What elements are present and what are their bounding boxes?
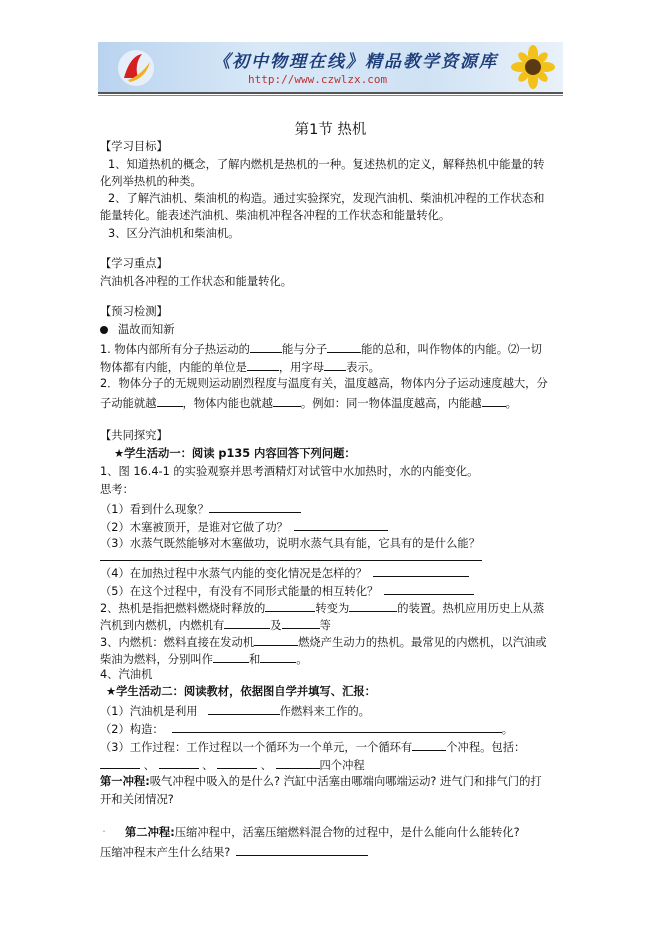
- focus-line: 汽油机各冲程的工作状态和能量转化。: [100, 275, 293, 288]
- preview-bullet: 温故而知新: [100, 323, 175, 337]
- goal-line: 1、知道热机的概念，了解内燃机是热机的一种。复述热机的定义，解释热机中能量的转: [108, 158, 545, 171]
- gas-item-1: （1）汽油机是利用 作燃料来工作的。: [100, 705, 370, 718]
- preview-question-1-cont: 物体都有内能，内能的单位是 ，用字母 表示。: [100, 361, 380, 374]
- sub-question-1: （1）看到什么现象？: [100, 501, 301, 517]
- sunflower-icon: [499, 44, 559, 90]
- activity-1-heading: ★学生活动一：阅读 p135 内容回答下列问题：: [114, 447, 356, 460]
- sub-question-5: （5）在这个过程中，有没有不同形式能量的相互转化？: [100, 583, 474, 599]
- bullet-icon: [100, 326, 108, 334]
- heat-engine-line-1: 2、热机是指把燃料燃烧时释放的 转变为 的装置。热机应用历史上从蒸: [100, 602, 545, 615]
- preview-question-2: 2．物体分子的无规则运动剧烈程度与温度有关，温度越高，物体内分子运动速度越大，分: [100, 377, 548, 390]
- preview-question-2-cont: 子动能就越 ，物体内能也就越 。例如：同一物体温度越高，内能越 。: [100, 397, 517, 410]
- banner-divider: [98, 95, 563, 96]
- page-title: 第1节 热机: [294, 122, 367, 138]
- goal-line: 化列举热机的种类。: [100, 175, 202, 188]
- goal-line: 2、了解汽油机、柴油机的构造。通过实验探究，发现汽油机、柴油机冲程的工作状态和: [108, 192, 545, 205]
- goal-line: 能量转化。能表述汽油机、柴油机冲程各冲程的工作状态和能量转化。: [100, 209, 451, 222]
- sub-question-3: （3）水蒸气既然能够对木塞做功，说明水蒸气具有能，它具有的是什么能？: [100, 537, 480, 550]
- preview-question-1: 1. 物体内部所有分子热运动的 能与分子 能的总和，叫作物体的内能。⑵一切: [100, 343, 542, 356]
- focus-header: 【学习重点】: [100, 257, 168, 270]
- activity-2-heading: ★学生活动二：阅读教材，依据图自学并填写、汇报：: [106, 685, 376, 698]
- think-label: 思考：: [100, 483, 134, 496]
- gas-item-2: （2）构造： 。: [100, 723, 513, 736]
- goals-header: 【学习目标】: [100, 140, 168, 153]
- banner-title: 《初中物理在线》精品教学资源库: [213, 52, 498, 72]
- gas-item-3-cont: 、 、 、 四个冲程: [100, 757, 365, 773]
- stroke-1-question-cont: 开和关闭情况?: [100, 793, 174, 806]
- ice-line-2: 柴油为燃料，分别叫作 和 。: [100, 653, 308, 666]
- sub-question-2: （2）木塞被顶开，是谁对它做了功？: [100, 519, 388, 535]
- heat-engine-line-2: 汽机到内燃机，内燃机有 及 等: [100, 619, 331, 632]
- answer-line: [100, 549, 482, 565]
- stroke-2-question-cont: 压缩冲程末产生什么结果?: [100, 844, 368, 860]
- sub-question-4: （4）在加热过程中水蒸气内能的变化情况是怎样的？: [100, 565, 469, 581]
- stroke-1-question: 第一冲程:吸气冲程中吸入的是什么? 汽缸中活塞由哪端向哪端运动? 进气门和排气门的打: [100, 775, 542, 788]
- preview-header: 【预习检测】: [100, 305, 168, 318]
- stroke-2-question: 第二冲程:压缩冲程中，活塞压缩燃料混合物的过程中，是什么能向什么能转化?: [125, 826, 520, 839]
- ice-line-1: 3、内燃机：燃料直接在发动机 燃烧产生动力的热机。最常见的内燃机，以汽油或: [100, 636, 547, 649]
- gasoline-engine-heading: 4、汽油机: [100, 668, 153, 681]
- bullet-mark: ˇ: [102, 830, 106, 839]
- site-logo-icon: [116, 48, 156, 88]
- goal-line: 3、区分汽油机和柴油机。: [108, 227, 240, 240]
- header-banner: [98, 42, 563, 94]
- banner-url: http://www.czwlzx.com: [248, 73, 388, 86]
- explore-task-1: 1、图 16.4-1 的实验观察并思考酒精灯对试管中水加热时，水的内能变化。: [100, 465, 479, 478]
- gas-item-3: （3）工作过程：工作过程以一个循环为一个单元，一个循环有 个冲程。包括：: [100, 741, 526, 754]
- explore-header: 【共同探究】: [100, 429, 168, 442]
